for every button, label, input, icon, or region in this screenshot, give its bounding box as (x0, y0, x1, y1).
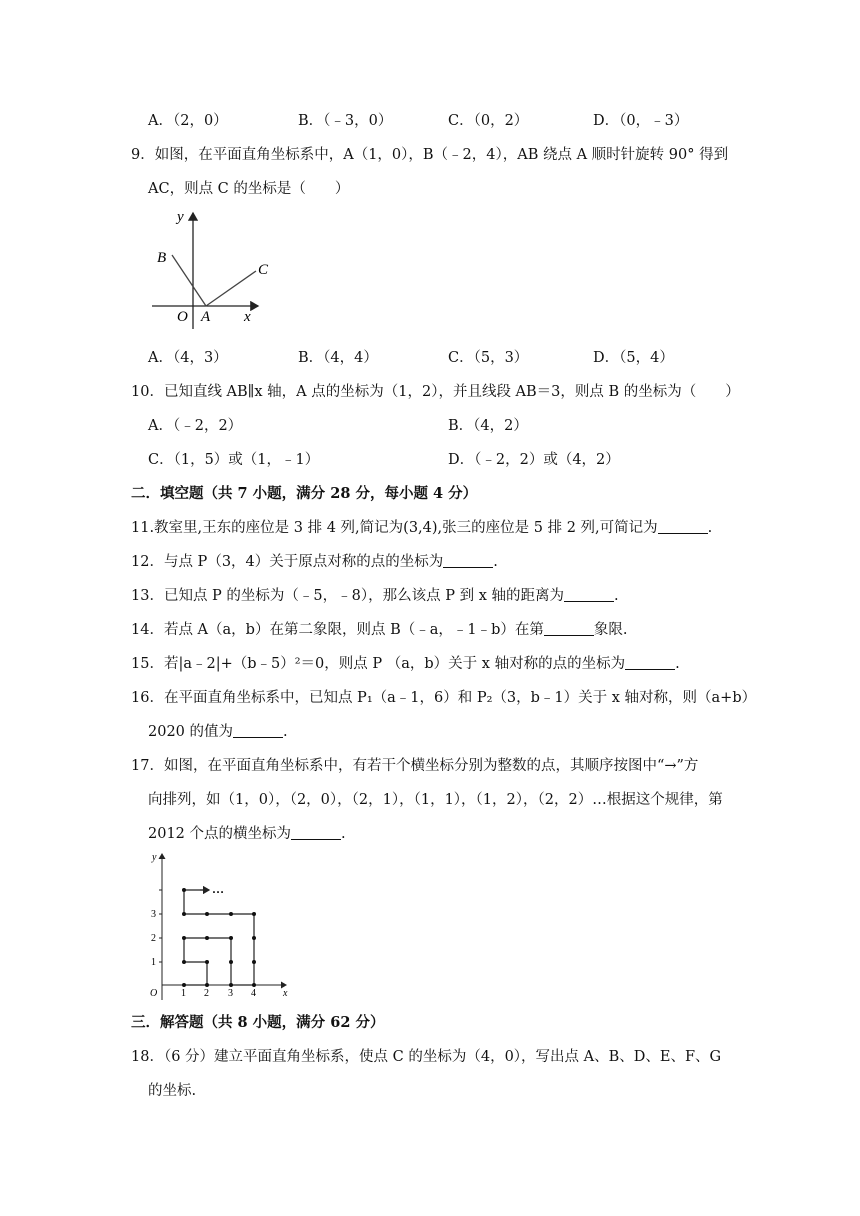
q17-ellipsis: … (212, 882, 224, 896)
q12-text: 12．与点 P（3，4）关于原点对称的点的坐标为 (131, 554, 444, 570)
q9-label-b: B (157, 250, 167, 266)
q17-tick-x3: 3 (228, 988, 233, 999)
q15-answer-blank[interactable] (625, 655, 675, 670)
q17-tick-x2: 2 (204, 988, 209, 999)
q12 (131, 552, 498, 572)
q17-label-x: x (283, 988, 288, 999)
q11-text: 11.教室里,王东的座位是 3 排 4 列,简记为(3,4),张三的座位是 5 排 2 列,可简记为 (131, 520, 658, 536)
q9-label-c: C (258, 262, 269, 278)
q14-answer-blank[interactable] (544, 621, 594, 636)
q14-pre: 14．若点 A（a，b）在第二象限，则点 B（﹣a，﹣1﹣b）在第 (131, 622, 544, 638)
q16-line1: 16．在平面直角坐标系中，已知点 P₁（a﹣1，6）和 P₂（3，b﹣1）关于 x 轴对称，则（a+b） (131, 690, 757, 706)
q11-end: . (707, 520, 713, 536)
q9-label-a: A (201, 309, 211, 325)
q12-end: . (493, 554, 498, 570)
q11-answer-blank[interactable] (658, 519, 708, 534)
q17-line2: 向排列，如（1，0），（2，0），（2，1），（1，1），（1，2），（2，2）…根据这个规律，第 (148, 792, 723, 808)
q17-tick-y3: 3 (151, 909, 156, 920)
q17-line1: 17．如图，在平面直角坐标系中，有若干个横坐标分别为整数的点，其顺序按图中“→”方 (131, 758, 699, 774)
q9-line1: 9．如图，在平面直角坐标系中，A（1，0），B（﹣2，4），AB 绕点 A 顺时针旋转 90° 得到 (131, 147, 729, 163)
q16-end: . (283, 724, 288, 740)
q14-post: 象限. (593, 622, 628, 638)
q16-answer-blank[interactable] (233, 723, 283, 738)
q16-line2 (148, 722, 288, 742)
q9-option-a: A．（4，3） (148, 350, 228, 366)
q9-line2: AC，则点 C 的坐标是（ ） (148, 181, 350, 197)
section-2-heading: 二．填空题（共 7 小题，满分 28 分，每小题 4 分） (131, 485, 478, 502)
q8-option-a: A．（2，0） (148, 113, 228, 129)
q17-spiral-path (184, 890, 254, 985)
q15-end: . (675, 656, 680, 672)
q13-text: 13．已知点 P 的坐标为（﹣5，﹣8），那么该点 P 到 x 轴的距离为 (131, 588, 564, 604)
q9-option-b: B．（4，4） (298, 350, 378, 366)
q17-line3 (148, 824, 346, 844)
q8-option-c: C．（0，2） (448, 113, 529, 129)
q17-tick-y2: 2 (151, 933, 156, 944)
q9-segment-ac (206, 271, 256, 306)
q9-option-d: D．（5，4） (593, 350, 674, 366)
q17-figure (146, 848, 296, 1002)
q13 (131, 586, 619, 606)
q8-option-b: B．（﹣3，0） (298, 113, 393, 129)
q14 (131, 620, 627, 640)
q13-end: . (614, 588, 619, 604)
q18-line1: 18．（6 分）建立平面直角坐标系，使点 C 的坐标为（4，0），写出点 A、B、D、E、F、G (131, 1049, 722, 1065)
q17-label-y: y (152, 852, 157, 863)
q11 (131, 518, 712, 538)
q9-figure (150, 205, 275, 330)
section-3-heading: 三．解答题（共 8 小题，满分 62 分） (131, 1014, 385, 1031)
q10-option-d: D．（﹣2，2）或（4，2） (448, 452, 620, 468)
q16-line2-text: 2020 的值为 (148, 724, 234, 740)
q10-option-a: A．（﹣2，2） (148, 418, 243, 434)
q13-answer-blank[interactable] (564, 587, 614, 602)
q18-line2: 的坐标. (148, 1083, 197, 1099)
q17-end: . (341, 826, 346, 842)
q9-label-o: O (177, 309, 188, 325)
q17-answer-blank[interactable] (291, 825, 341, 840)
q9-label-x: x (244, 309, 251, 325)
q17-tick-y1: 1 (151, 957, 156, 968)
q15 (131, 654, 680, 674)
q9-option-c: C．（5，3） (448, 350, 529, 366)
q17-label-o: O (150, 988, 158, 999)
q17-tick-x4: 4 (251, 988, 256, 999)
q9-label-y: y (177, 209, 184, 225)
q15-text: 15．若|a﹣2|+（b﹣5）²＝0，则点 P （a，b）关于 x 轴对称的点的坐标为 (131, 656, 626, 672)
q17-tick-x1: 1 (181, 988, 186, 999)
q8-option-d: D．（0，﹣3） (593, 113, 689, 129)
q10-line1: 10．已知直线 AB∥x 轴，A 点的坐标为（1，2），并且线段 AB＝3，则点 B 的坐标为（ ） (131, 384, 740, 400)
q17-line3-text: 2012 个点的横坐标为 (148, 826, 292, 842)
q9-segment-ab (172, 255, 206, 306)
q10-option-b: B．（4，2） (448, 418, 528, 434)
q12-answer-blank[interactable] (443, 553, 493, 568)
q10-option-c: C．（1，5）或（1，﹣1） (148, 452, 320, 468)
